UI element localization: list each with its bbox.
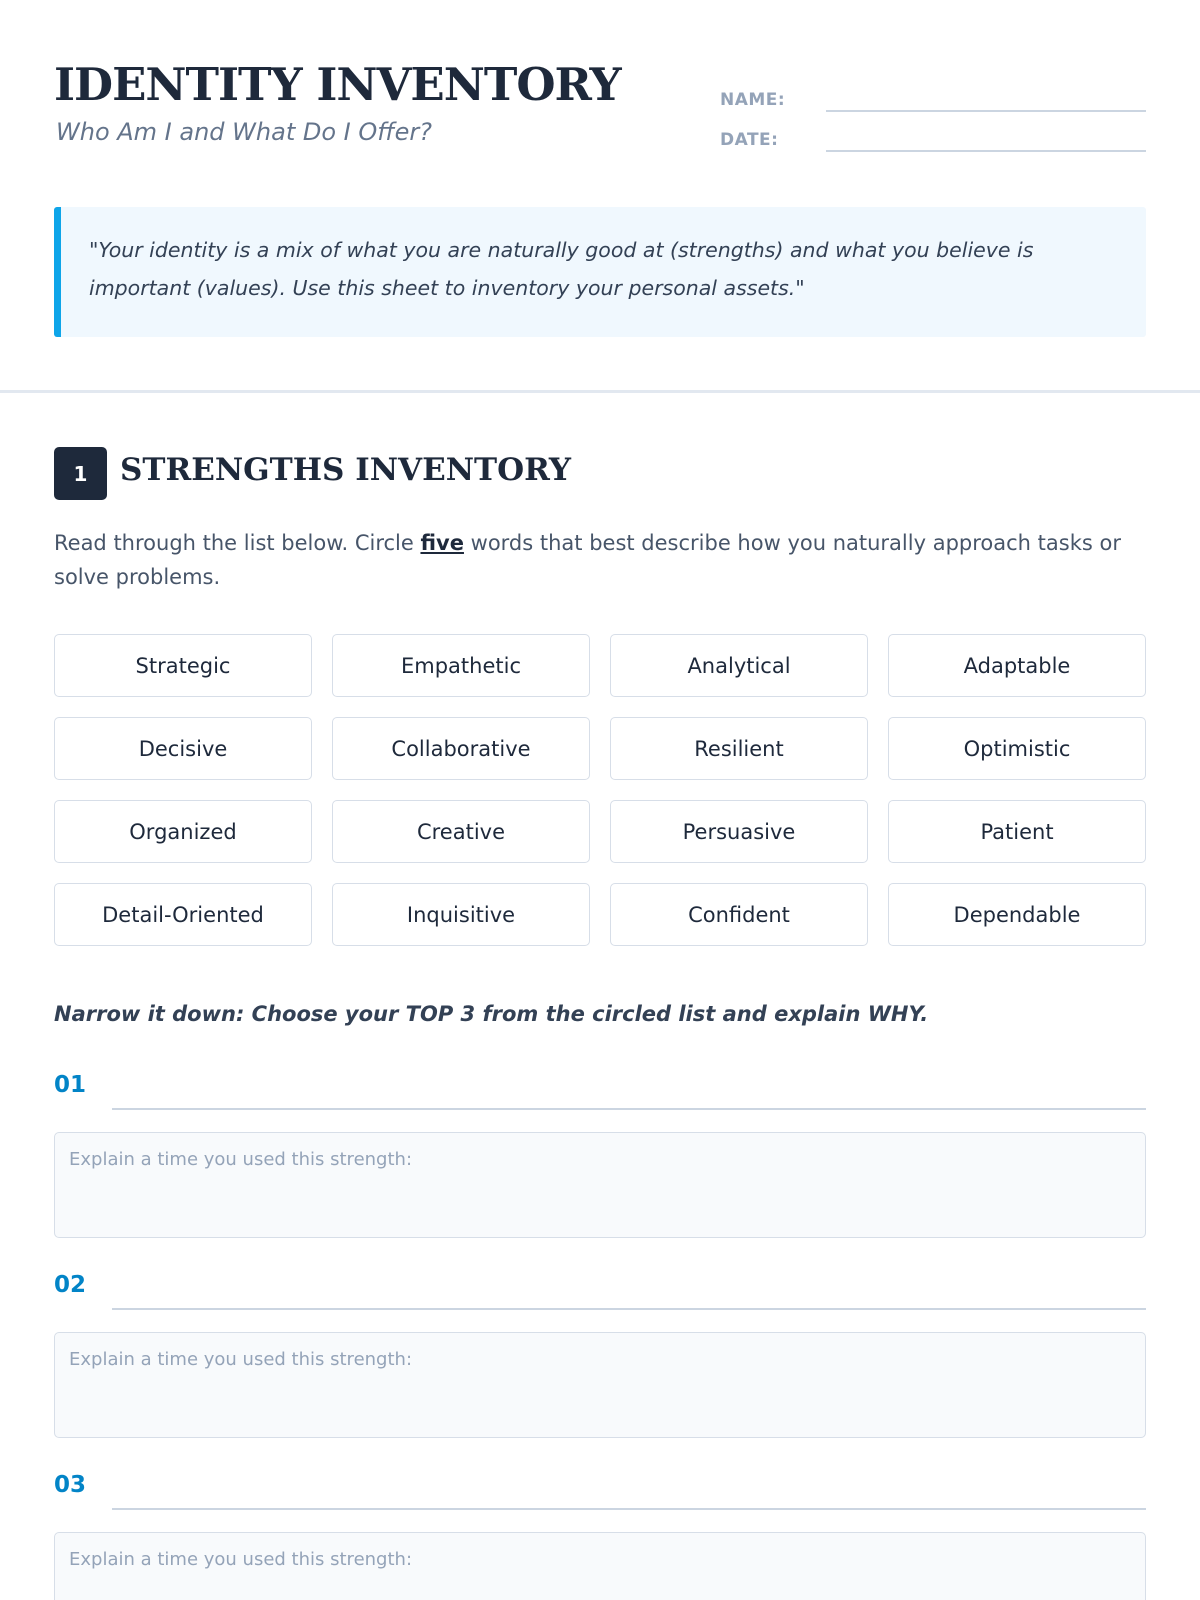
section-instructions: [54, 526, 1146, 594]
section-title: STRENGTHS INVENTORY: [120, 452, 572, 488]
strength-name-input-line[interactable]: [112, 1308, 1146, 1310]
strength-chip[interactable]: Empathetic: [332, 634, 590, 697]
strength-chip[interactable]: Adaptable: [888, 634, 1146, 697]
instructions-emphasis: five: [420, 531, 464, 555]
strength-chip[interactable]: Patient: [888, 800, 1146, 863]
explanation-placeholder: Explain a time you used this strength:: [69, 1349, 413, 1370]
name-field[interactable]: [720, 86, 1146, 126]
strength-explanation-box[interactable]: [54, 1532, 1146, 1600]
narrow-down-prompt: Narrow it down: Choose your TOP 3 from the circled list and explain WHY.: [54, 1002, 929, 1026]
strength-chip[interactable]: Collaborative: [332, 717, 590, 780]
explanation-placeholder: Explain a time you used this strength:: [69, 1549, 413, 1570]
strength-chip[interactable]: Strategic: [54, 634, 312, 697]
strength-chip[interactable]: Creative: [332, 800, 590, 863]
strength-name-input-line[interactable]: [112, 1508, 1146, 1510]
date-input-line[interactable]: [826, 150, 1146, 152]
section-divider: [0, 390, 1200, 393]
page-subtitle: Who Am I and What Do I Offer?: [56, 118, 432, 146]
section-number-badge: 1: [54, 447, 107, 500]
strength-chip[interactable]: Detail-Oriented: [54, 883, 312, 946]
worksheet-header: [54, 58, 1146, 158]
date-label: DATE:: [720, 130, 779, 150]
entry-number: 01: [54, 1072, 87, 1098]
strength-chip[interactable]: Decisive: [54, 717, 312, 780]
strength-chip[interactable]: Resilient: [610, 717, 868, 780]
date-field[interactable]: [720, 126, 1146, 166]
strength-explanation-box[interactable]: [54, 1132, 1146, 1238]
strength-chip[interactable]: Organized: [54, 800, 312, 863]
explanation-placeholder: Explain a time you used this strength:: [69, 1149, 413, 1170]
top-strength-entry-2: [54, 1272, 1146, 1462]
page-title: IDENTITY INVENTORY: [54, 58, 621, 111]
strength-chip[interactable]: Analytical: [610, 634, 868, 697]
name-input-line[interactable]: [826, 110, 1146, 112]
strength-word-grid: [54, 634, 1148, 946]
top-strength-entry-1: [54, 1072, 1146, 1262]
instructions-text-before: Read through the list below. Circle: [54, 531, 421, 555]
strength-explanation-box[interactable]: [54, 1332, 1146, 1438]
top-strength-entry-3: [54, 1472, 1146, 1600]
strength-chip[interactable]: Dependable: [888, 883, 1146, 946]
entry-number: 02: [54, 1272, 87, 1298]
strength-chip[interactable]: Optimistic: [888, 717, 1146, 780]
strength-chip[interactable]: Persuasive: [610, 800, 868, 863]
strength-chip[interactable]: Confident: [610, 883, 868, 946]
instructions-text-after: words that best describe how you naturally approach tasks or solve problems.: [54, 531, 1121, 589]
strength-name-input-line[interactable]: [112, 1108, 1146, 1110]
strength-chip[interactable]: Inquisitive: [332, 883, 590, 946]
entry-number: 03: [54, 1472, 87, 1498]
intro-quote: [54, 207, 1146, 337]
name-label: NAME:: [720, 90, 786, 110]
intro-quote-text: "Your identity is a mix of what you are naturally good at (strengths) and what you believe is important (values). Use this sheet to inventory your personal assets.": [89, 238, 1034, 300]
